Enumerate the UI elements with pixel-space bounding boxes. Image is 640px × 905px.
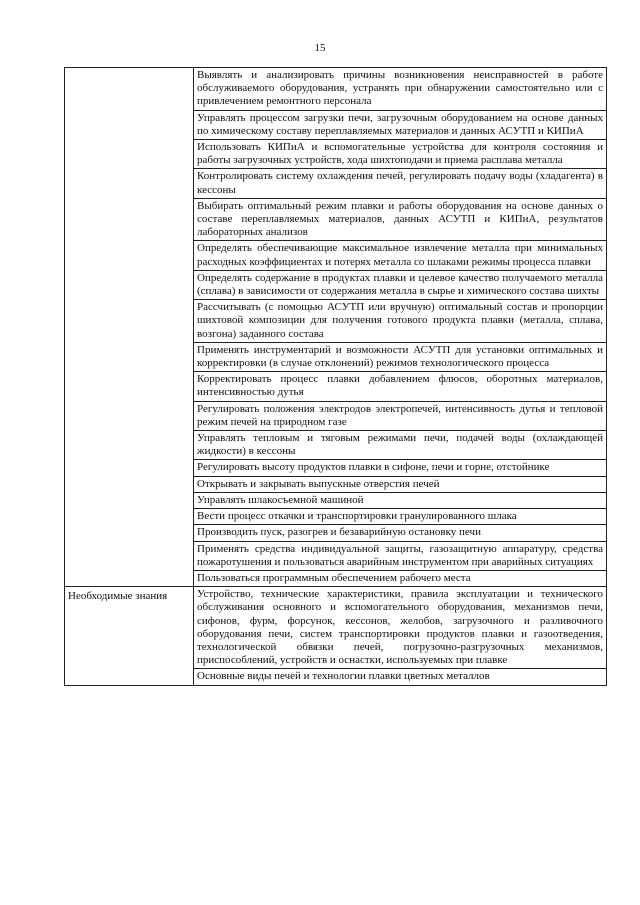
table-row: Пользоваться программным обеспечением рабочего места: [197, 571, 471, 584]
skills-table: [64, 67, 607, 686]
table-row: Определять обеспечивающие максимальное извлечение металла при минимальных расходных коэффициентах и потерях металла со шлаками режимы процесса плавки: [194, 241, 606, 270]
table-row: Вести процесс откачки и транспортировки гранулированного шлака: [194, 509, 606, 525]
table-row: Контролировать систему охлаждения печей, регулировать подачу воды (хладагента) в кессоны: [194, 169, 606, 198]
section-label: [65, 68, 194, 586]
section-items: [194, 68, 607, 586]
table-row: Выявлять и анализировать причины возникновения неисправностей в работе обслуживаемого оборудования, устранять при обнаружении самостоятельно или с привлечением ремонтного персонала: [194, 68, 606, 111]
table-row: Рассчитывать (с помощью АСУТП или вручную) оптимальный состав и пропорции шихтовой композиции для получения готового продукта плавки (металла, сплава, возгона) заданного состава: [194, 300, 606, 343]
table-row: Основные виды печей и технологии плавки цветных металлов: [197, 670, 490, 683]
section-items: [194, 587, 607, 684]
table-row: Регулировать положения электродов электропечей, интенсивность дутья и тепловой режим печей на природном газе: [194, 402, 606, 431]
table-row: Устройство, технические характеристики, правила эксплуатации и технического обслуживания основного и вспомогательного оборудования, механизмов печи, сифонов, фурм, форсунок, кессонов, желобов, загрузочного и разливочного оборудования печи, систем транспортировки продуктов плавки и газоотведения, технологической обвязки печей, погрузочно-разгрузочных механизмов, приспособлений, устройств и оснастки, используемых при плавке: [194, 587, 606, 669]
table-row: Применять средства индивидуальной защиты, газозащитную аппаратуру, средства пожаротушения и пользоваться аварийным инструментом при аварийных ситуациях: [194, 542, 606, 571]
table-row: Определять содержание в продуктах плавки и целевое качество получаемого металла (сплава) в зависимости от содержания металла в сырье и химического состава шихты: [194, 271, 606, 300]
section-knowledge: [65, 587, 607, 685]
table-row: Производить пуск, разогрев и безаварийную остановку печи: [194, 525, 606, 541]
section-label: Необходимые знания: [65, 587, 194, 684]
table-row: Управлять тепловым и тяговым режимами печи, подачей воды (охлаждающей жидкости) в кессоны: [194, 431, 606, 460]
table-row: Корректировать процесс плавки добавлением флюсов, оборотных материалов, интенсивностью дутья: [194, 372, 606, 401]
page-number: 15: [314, 42, 326, 54]
table-row: Управлять шлакосъемной машиной: [194, 493, 606, 509]
table-row: Выбирать оптимальный режим плавки и работы оборудования на основе данных о составе переплавляемых материалов, данных АСУТП и КИПиА, результатов лабораторных анализов: [194, 199, 606, 242]
table-row: Использовать КИПиА и вспомогательные устройства для контроля состояния и работы загрузочных устройств, хода шихтоподачи и приема расплава металла: [194, 140, 606, 169]
table-row: Управлять процессом загрузки печи, загрузочным оборудованием на основе данных по химическому составу переплавляемых материалов и данных АСУТП и КИПиА: [194, 111, 606, 140]
table-row: Применять инструментарий и возможности АСУТП для установки оптимальных и корректировки (в случае отклонений) режимов технологического процесса: [194, 343, 606, 372]
section-skills: [65, 68, 607, 587]
table-row: Регулировать высоту продуктов плавки в сифоне, печи и горне, отстойнике: [194, 460, 606, 476]
table-row: Открывать и закрывать выпускные отверстия печей: [194, 477, 606, 493]
